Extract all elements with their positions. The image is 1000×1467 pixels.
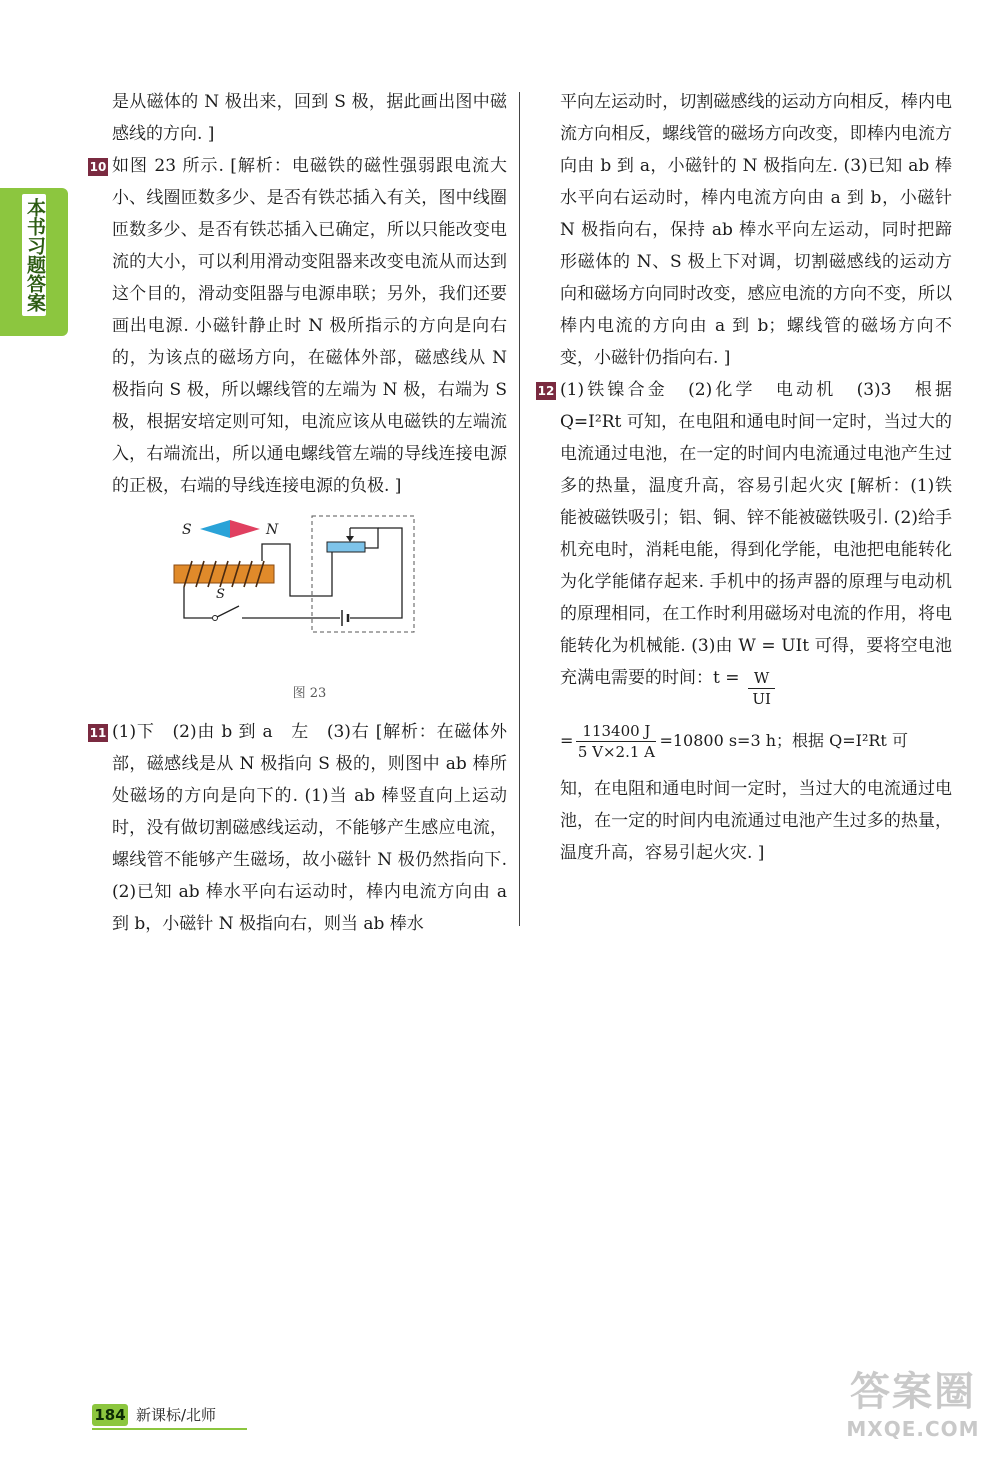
right-column [537,86,952,869]
slider-tip [346,536,354,542]
figure-caption: 图 23 [292,686,327,701]
footer-rule [92,1428,247,1430]
left-column [89,86,507,940]
answer-text-part-b: 知，在电阻和通电时间一定时，当过大的电流通过电池，在一定的时间内电流通过电池产生过多的热量，温度升高，容易引起火灾. ] [560,779,952,863]
page-number: 184 [92,1404,128,1426]
circuit-diagram [112,508,507,676]
fraction-numerator: 113400 J [576,721,656,742]
answer-text: (1)下 (2)由 b 到 a 左 (3)右 [解析：在磁体外部，磁感线是从 N 极指向 S 极的，则图中 ab 棒所处磁场的方向是向下的. (1)当 ab 棒竖直向上运动时，没有做切割磁感线运动，不能够产生感应电流，螺线管不能够产生磁场，故小磁针 N 极仍然指向下. (2)已知 ab 棒水平向右运动时，棒内电流方向由 a 到 b，小磁针 N 极指向右，则当 ab 棒水 [112,722,507,934]
equation-prefix: = [560,731,574,750]
answer-item-11 [89,716,507,940]
rheostat [327,542,365,552]
column-divider [519,92,520,926]
answer-text [560,374,952,709]
fraction-energy-over-power [576,721,656,762]
needle-s-label: S [182,522,192,538]
answer-text: 如图 23 所示. [解析：电磁铁的磁性强弱跟电流大小、线圈匝数多少、是否有铁芯插入有关，图中线圈匝数多少、是否有铁芯插入已确定，所以只能改变电流的大小，可以利用滑动变阻器来改变电流从而达到这个目的，滑动变阻器与电源串联；另外，我们还要画出电源. 小磁针静止时 N 极所指示的方向是向右的，为该点的磁场方向，在磁体外部，磁感线从 N 极指向 S 极，所以螺线管的左端为 N 极，右端为 S 极，根据安培定则可知，电流应该从电磁铁的左端流入，右端流出，所以通电螺线管左端的导线连接电源的正极，右端的导线连接电源的负极. ] [112,156,507,496]
equation-row [560,709,952,773]
continuation-text: 平向左运动时，切割磁感线的运动方向相反，棒内电流方向相反，螺线管的磁场方向改变，即棒内电流方向由 b 到 a，小磁针的 N 极指向左. (3)已知 ab 棒水平向右运动时，棒内电流方向由 a 到 b，小磁针 N 极指向右，保持 ab 棒水平向左运动，同时把蹄形磁体的 N、S 极上下对调，切割磁感线的运动方向和磁场方向同时改变，感应电流的方向不变，所以棒内电流的方向由 a 到 b；螺线管的磁场方向不变，小磁针仍指向右. ] [560,92,952,368]
fraction-denominator: 5 V×2.1 A [577,742,656,761]
watermark-sub: MXQE.COM [846,1417,980,1441]
needle-n-label: N [266,522,279,538]
page-footer [92,1404,247,1426]
book-series: 新课标/北师 [136,1406,217,1424]
answer-item-10 [89,150,507,502]
figure-23 [112,508,507,676]
fraction-numerator: W [748,668,775,689]
question-number-badge: 12 [537,384,555,398]
watermark [838,1368,988,1458]
wire-left [184,587,212,618]
switch-label: S [216,587,225,602]
answer-item-12 [537,374,952,869]
watermark-main: 答案圈 [850,1369,976,1415]
side-tab-label: 本书习题答案 [22,194,46,316]
compass-needle-north [230,520,260,538]
fraction-denominator: UI [752,690,771,708]
side-tab [0,188,68,336]
switch-lever [217,606,239,617]
compass-needle-south [200,520,230,538]
question-number-badge: 10 [89,160,107,174]
switch-contact [213,616,218,621]
dashed-box [312,516,414,632]
continuation-text: 是从磁体的 N 极出来，回到 S 极，据此画出图中磁感线的方向. ] [112,92,507,144]
question-number-badge: 11 [89,726,107,740]
fraction-w-over-ui [748,668,775,709]
answer-text-part-a: (1)铁镍合金 (2)化学 电动机 (3)3 根据 Q=I²Rt 可知，在电阻和通电时间一定时，当过大的电流通过电池，在一定的时间内电流通过电池产生过多的热量，温度升高，容易引起火灾 [解析：(1)铁能被磁铁吸引；铝、铜、锌不能被磁铁吸引. (2)给手机充电时，消耗电能，得到化学能，电池把电能转化为化学能储存起来. 手机中的扬声器的原理与电动机的原理相同，在工作时利用磁场对电流的作用，将电能转化为机械能. (3)由 W = UIt 可得，要将空电池充满电需要的时间：t = [560,380,952,688]
equation-suffix: =10800 s=3 h；根据 Q=I²Rt 可 [659,731,908,750]
